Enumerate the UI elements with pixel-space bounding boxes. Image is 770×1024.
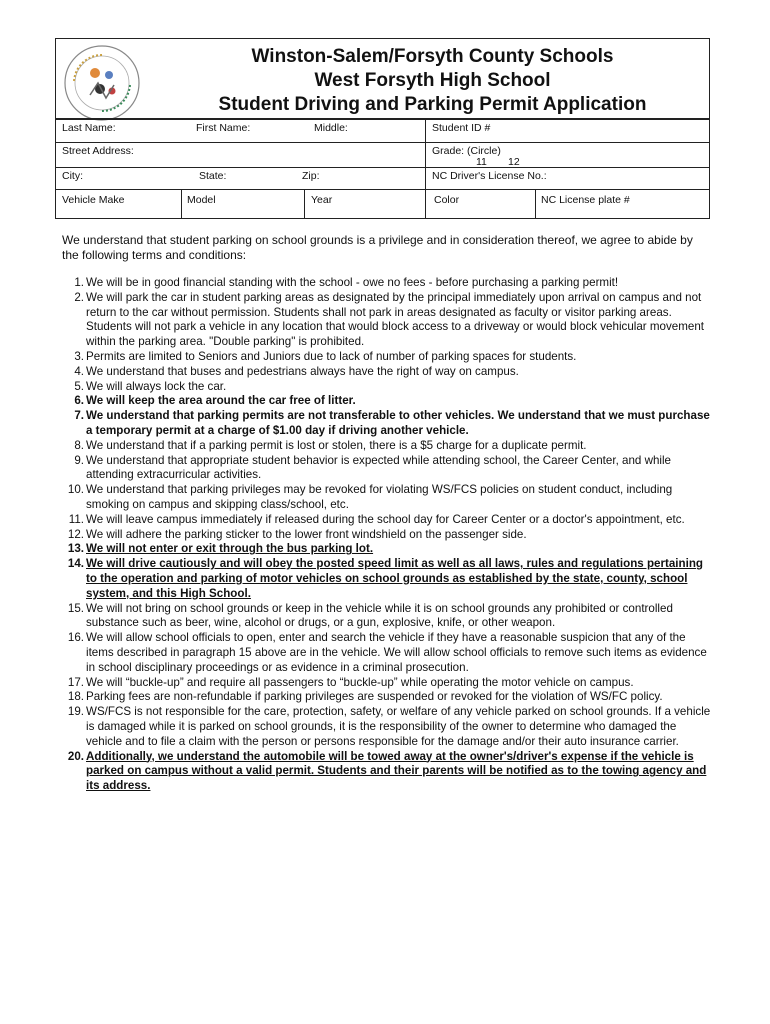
term-number: 15.: [67, 601, 84, 615]
grade-12-option[interactable]: 12: [508, 156, 520, 168]
term-number: 9.: [74, 453, 84, 467]
student-info-form: [55, 118, 710, 219]
term-item: [62, 454, 712, 484]
middle-field[interactable]: Middle:: [314, 122, 348, 134]
first-name-field[interactable]: First Name:: [196, 122, 251, 134]
term-item: [62, 394, 712, 409]
year-field[interactable]: Year: [311, 194, 333, 206]
street-address-field[interactable]: Street Address:: [62, 145, 134, 157]
term-item: [62, 365, 712, 380]
term-text: We understand that parking permits are not transferable to other vehicles. We understand that we must purchase a temporary permit at a charge of $1.00 day if driving another vehicle.: [86, 409, 710, 437]
term-number: 19.: [67, 705, 84, 719]
header-block: [55, 38, 710, 118]
term-text: We understand that buses and pedestrians always have the right of way on campus.: [86, 364, 519, 378]
model-field[interactable]: Model: [187, 194, 216, 206]
term-text: We will keep the area around the car free of litter.: [86, 394, 356, 408]
term-number: 10.: [67, 483, 84, 497]
term-item: [62, 557, 712, 601]
term-number: 12.: [67, 527, 84, 541]
term-item: [62, 276, 712, 291]
term-item: [62, 690, 712, 705]
term-item: [62, 750, 712, 794]
term-item: [62, 350, 712, 365]
term-text: We will park the car in student parking areas as designated by the principal immediately upon arrival on campus and not return to the car without permission. Students shall not park in areas designated as faculty or visitor parking areas. Students will not park a vehicle in any location that would block access to a driveway or would block vehicular movement within the parking area. "Double parking" is prohibited.: [86, 290, 705, 349]
term-text: Additionally, we understand the automobile will be towed away at the owner's/driver's expense if the vehicle is parked on campus without a valid permit. Students and their parents will be notified as to the towing agency and its address.: [86, 749, 707, 793]
term-text: WS/FCS is not responsible for the care, protection, safety, or welfare of any vehicle parked on school grounds. If a vehicle is damaged while it is parked on school grounds, it is the responsibility of the owner to determine who damaged the vehicle and to file a claim with the person or persons responsible for the damage and/or their auto insurance carrier.: [86, 705, 711, 748]
city-field[interactable]: City:: [62, 170, 83, 182]
term-text: We understand that if a parking permit is lost or stolen, there is a $5 charge for a duplicate permit.: [86, 438, 587, 452]
form-row-vehicle: [56, 189, 709, 218]
term-item: [62, 542, 712, 557]
term-text: We will leave campus immediately if released during the school day for Career Center or a doctor's appointment, etc.: [86, 512, 685, 526]
term-number: 8.: [74, 438, 84, 452]
term-item: [62, 380, 712, 395]
term-text: Parking fees are non-refundable if parking privileges are suspended or revoked for the violation of WS/FC policy.: [86, 690, 663, 704]
term-number: 4.: [74, 364, 84, 378]
term-number: 17.: [67, 675, 84, 689]
form-row-address: [56, 142, 709, 167]
student-id-field[interactable]: Student ID #: [432, 122, 491, 134]
title-school: West Forsyth High School: [314, 70, 551, 91]
term-number: 18.: [67, 690, 84, 704]
term-number: 6.: [74, 394, 84, 408]
title-district: Winston-Salem/Forsyth County Schools: [251, 46, 614, 67]
term-text: We will not bring on school grounds or keep in the vehicle while it is on school grounds any prohibited or controlled substance such as beer, wine, alcohol or drugs, or a gun, explosive, knife, or other weapon.: [86, 601, 673, 630]
term-number: 14.: [67, 557, 84, 571]
vehicle-make-field[interactable]: Vehicle Make: [62, 194, 125, 206]
term-text: We understand that appropriate student behavior is expected while attending school, the Career Center, and while attending extracurricular activities.: [86, 453, 671, 482]
term-number: 7.: [74, 409, 84, 423]
term-item: [62, 439, 712, 454]
term-item: [62, 291, 712, 350]
term-item: [62, 705, 712, 749]
term-number: 16.: [67, 631, 84, 645]
term-number: 1.: [74, 276, 84, 289]
last-name-field[interactable]: Last Name:: [62, 122, 116, 134]
term-number: 11.: [68, 512, 84, 526]
term-number: 2.: [74, 290, 84, 304]
term-text: Permits are limited to Seniors and Juniors due to lack of number of parking spaces for students.: [86, 349, 577, 363]
term-text: We will be in good financial standing with the school - owe no fees - before purchasing a parking permit!: [86, 276, 619, 289]
zip-field[interactable]: Zip:: [302, 170, 320, 182]
title-form: Student Driving and Parking Permit Application: [218, 94, 647, 115]
term-item: [62, 631, 712, 675]
term-number: 3.: [74, 349, 84, 363]
state-field[interactable]: State:: [199, 170, 227, 182]
term-number: 20.: [67, 749, 84, 763]
term-text: We will adhere the parking sticker to the lower front windshield on the passenger side.: [86, 527, 527, 541]
term-text: We will “buckle-up” and require all passengers to “buckle-up” while operating the motor vehicle on campus.: [86, 675, 634, 689]
term-number: 13.: [67, 542, 84, 556]
district-seal-logo: [62, 43, 142, 123]
form-row-city: [56, 167, 709, 189]
license-field[interactable]: NC Driver's License No.:: [432, 170, 547, 182]
term-number: 5.: [74, 379, 84, 393]
term-item: [62, 602, 712, 632]
grade-11-option[interactable]: 11: [476, 156, 487, 168]
term-item: [62, 528, 712, 543]
term-item: [62, 409, 712, 439]
term-text: We will always lock the car.: [86, 379, 227, 393]
term-item: [62, 513, 712, 528]
term-item: [62, 676, 712, 691]
term-text: We understand that parking privileges may be revoked for violating WS/FCS policies on student conduct, including smoking on campus and skipping class/school, etc.: [86, 483, 673, 511]
color-field[interactable]: Color: [434, 194, 460, 206]
term-item: [62, 483, 712, 513]
term-text: We will not enter or exit through the bus parking lot.: [86, 542, 374, 556]
grade-label: Grade: (Circle): [432, 145, 501, 157]
license-plate-field[interactable]: NC License plate #: [541, 194, 630, 206]
term-text: We will allow school officials to open, enter and search the vehicle if they have a reasonable suspicion that any of the items described in paragraph 15 above are in the vehicle. We will allow school officials to remove such items as evidence in school disciplinary proceedings or as evidence in a criminal prosecution.: [86, 631, 707, 674]
intro-paragraph: We understand that student parking on school grounds is a privilege and in consideration thereof, we agree to abide by the following terms and conditions:: [62, 233, 693, 262]
term-text: We will drive cautiously and will obey the posted speed limit as well as all laws, rules and regulations pertaining to the operation and parking of motor vehicles on school grounds as established by the state, county, school system, and this High School.: [86, 557, 703, 600]
terms-list: [62, 276, 712, 794]
form-row-name: [56, 119, 709, 142]
